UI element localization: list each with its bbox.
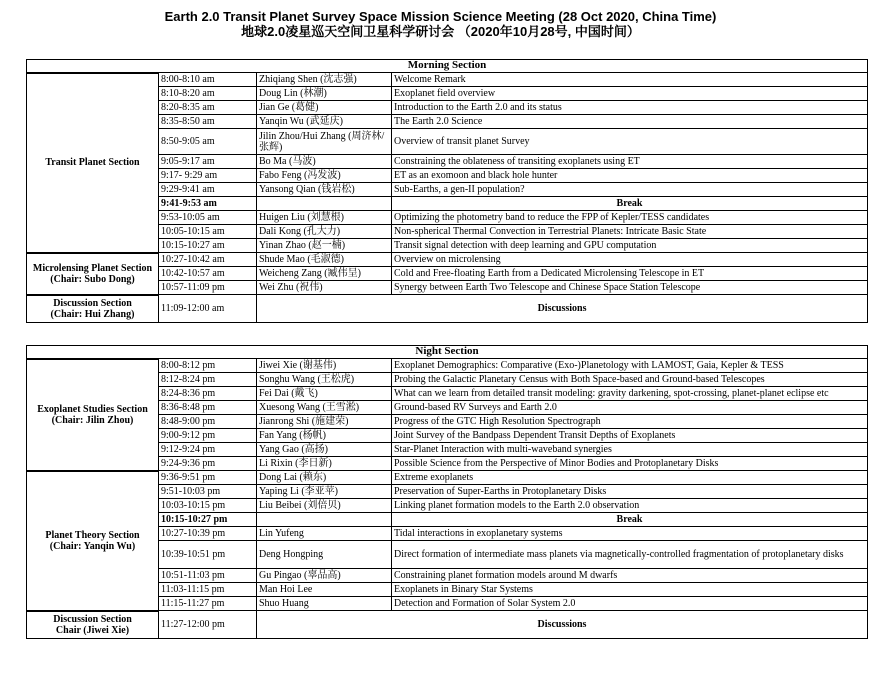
section-name: Planet Theory Section: [45, 529, 140, 541]
night-title-row: [27, 346, 868, 359]
speaker-cell: Man Hoi Lee: [257, 583, 392, 597]
break-cell: Break: [392, 513, 868, 527]
time-cell: 11:27-12:00 pm: [159, 611, 257, 639]
speaker-cell: Liu Beibei (刘倍贝): [257, 499, 392, 513]
topic-cell: The Earth 2.0 Science: [392, 115, 868, 129]
speaker-cell: Gu Pingao (辜品高): [257, 569, 392, 583]
speaker-cell: Wei Zhu (祝伟): [257, 281, 392, 295]
topic-cell: Probing the Galactic Planetary Census with Both Space-based and Ground-based Telescopes: [392, 373, 868, 387]
time-cell: 10:39-10:51 pm: [159, 541, 257, 569]
section-name: Transit Planet Section: [45, 157, 140, 168]
speaker-cell: Deng Hongping: [257, 541, 392, 569]
topic-cell: Exoplanet field overview: [392, 87, 868, 101]
speaker-cell: Xuesong Wang (王雪淞): [257, 401, 392, 415]
speaker-cell: Songhu Wang (王松虎): [257, 373, 392, 387]
schedule-row: [27, 253, 868, 267]
topic-cell: ET as an exomoon and black hole hunter: [392, 169, 868, 183]
section-name: Exoplanet Studies Section: [37, 403, 148, 415]
time-cell: 8:35-8:50 am: [159, 115, 257, 129]
section-label-cell: [27, 471, 159, 611]
section-label-cell: [27, 73, 159, 253]
topic-cell: Constraining planet formation models around M dwarfs: [392, 569, 868, 583]
section-name: Discussion Section: [53, 613, 132, 625]
speaker-cell: Fei Dai (戴飞): [257, 387, 392, 401]
time-cell: 10:27-10:42 am: [159, 253, 257, 267]
time-cell: 8:36-8:48 pm: [159, 401, 257, 415]
time-cell: 10:05-10:15 am: [159, 225, 257, 239]
schedule-row: [27, 73, 868, 87]
speaker-cell: Dali Kong (孔大力): [257, 225, 392, 239]
time-cell: 8:20-8:35 am: [159, 101, 257, 115]
topic-cell: What can we learn from detailed transit modeling: gravity darkening, spot-crossing, planet-planet eclipse etc: [392, 387, 868, 401]
topic-cell: Constraining the oblateness of transiting exoplanets using ET: [392, 155, 868, 169]
time-cell: 9:12-9:24 pm: [159, 443, 257, 457]
topic-cell: Preservation of Super-Earths in Protoplanetary Disks: [392, 485, 868, 499]
topic-cell: Tidal interactions in exoplanetary systems: [392, 527, 868, 541]
section-chair: (Chair: Hui Zhang): [50, 308, 135, 320]
time-cell: 9:17- 9:29 am: [159, 169, 257, 183]
speaker-cell: [257, 513, 392, 527]
topic-cell: Overview on microlensing: [392, 253, 868, 267]
speaker-cell: Doug Lin (林潮): [257, 87, 392, 101]
speaker-cell: Jianrong Shi (施建荣): [257, 415, 392, 429]
topic-cell: Ground-based RV Surveys and Earth 2.0: [392, 401, 868, 415]
topic-cell: Exoplanet Demographics: Comparative (Exo-)Planetology with LAMOST, Gaia, Kepler & TESS: [392, 359, 868, 373]
discussions-cell: Discussions: [257, 611, 868, 639]
topic-cell: Optimizing the photometry band to reduce the FPP of Kepler/TESS candidates: [392, 211, 868, 225]
topic-cell: Non-spherical Thermal Convection in Terrestrial Planets: Intricate Basic State: [392, 225, 868, 239]
speaker-cell: Zhiqiang Shen (沈志强): [257, 73, 392, 87]
time-cell: 8:50-9:05 am: [159, 129, 257, 155]
time-cell: 8:12-8:24 pm: [159, 373, 257, 387]
speaker-cell: Fan Yang (杨帆): [257, 429, 392, 443]
speaker-cell: Weicheng Zang (臧伟呈): [257, 267, 392, 281]
time-cell: 9:51-10:03 pm: [159, 485, 257, 499]
time-cell: 10:15-10:27 pm: [159, 513, 257, 527]
time-cell: 11:09-12:00 am: [159, 295, 257, 323]
speaker-cell: Dong Lai (赖东): [257, 471, 392, 485]
speaker-cell: Huigen Liu (刘慧根): [257, 211, 392, 225]
schedule-row: [27, 611, 868, 639]
section-label-cell: [27, 611, 159, 639]
section-chair: (Chair: Jilin Zhou): [51, 414, 134, 426]
topic-cell: Welcome Remark: [392, 73, 868, 87]
topic-cell: Overview of transit planet Survey: [392, 129, 868, 155]
speaker-cell: Jian Ge (葛健): [257, 101, 392, 115]
schedule-row: [27, 359, 868, 373]
time-cell: 9:29-9:41 am: [159, 183, 257, 197]
section-label-cell: [27, 295, 159, 323]
time-cell: 9:05-9:17 am: [159, 155, 257, 169]
topic-cell: Detection and Formation of Solar System 2.0: [392, 597, 868, 611]
speaker-cell: Fabo Feng (冯发波): [257, 169, 392, 183]
time-cell: 11:03-11:15 pm: [159, 583, 257, 597]
section-chair: Chair (Jiwei Xie): [55, 624, 130, 636]
time-cell: 9:24-9:36 pm: [159, 457, 257, 471]
time-cell: 8:00-8:10 am: [159, 73, 257, 87]
time-cell: 10:03-10:15 pm: [159, 499, 257, 513]
time-cell: 9:41-9:53 am: [159, 197, 257, 211]
speaker-cell: Shude Mao (毛淑德): [257, 253, 392, 267]
night-section-title: Night Section: [27, 346, 868, 359]
time-cell: 8:00-8:12 pm: [159, 359, 257, 373]
morning-section-title: Morning Section: [27, 60, 868, 73]
time-cell: 10:57-11:09 pm: [159, 281, 257, 295]
topic-cell: Transit signal detection with deep learning and GPU computation: [392, 239, 868, 253]
speaker-cell: Yaping Li (李亚苹): [257, 485, 392, 499]
time-cell: 8:24-8:36 pm: [159, 387, 257, 401]
time-cell: 9:36-9:51 pm: [159, 471, 257, 485]
topic-cell: Introduction to the Earth 2.0 and its status: [392, 101, 868, 115]
speaker-cell: Yansong Qian (钱岩松): [257, 183, 392, 197]
topic-cell: Extreme exoplanets: [392, 471, 868, 485]
section-chair: (Chair: Yanqin Wu): [49, 540, 136, 552]
speaker-cell: Yinan Zhao (赵一楠): [257, 239, 392, 253]
topic-cell: Cold and Free-floating Earth from a Dedicated Microlensing Telescope in ET: [392, 267, 868, 281]
time-cell: 10:15-10:27 am: [159, 239, 257, 253]
section-chair: (Chair: Subo Dong): [50, 273, 135, 285]
speaker-cell: Li Rixin (李日新): [257, 457, 392, 471]
section-name: Discussion Section: [53, 297, 132, 309]
topic-cell: Synergy between Earth Two Telescope and Chinese Space Station Telescope: [392, 281, 868, 295]
time-cell: 10:51-11:03 pm: [159, 569, 257, 583]
topic-cell: Exoplanets in Binary Star Systems: [392, 583, 868, 597]
schedule-row: [27, 471, 868, 485]
topic-cell: Sub-Earths, a gen-II population?: [392, 183, 868, 197]
speaker-cell: Jilin Zhou/Hui Zhang (周济林/张辉): [257, 129, 392, 155]
topic-cell: Linking planet formation models to the Earth 2.0 observation: [392, 499, 868, 513]
meeting-title-chinese: 地球2.0凌星巡天空间卫星科学研讨会 （2020年10月28号, 中国时间）: [241, 24, 640, 39]
speaker-cell: Lin Yufeng: [257, 527, 392, 541]
time-cell: 8:48-9:00 pm: [159, 415, 257, 429]
speaker-cell: Yang Gao (高扬): [257, 443, 392, 457]
schedule-row: [27, 295, 868, 323]
morning-title-row: [27, 60, 868, 73]
topic-cell: Joint Survey of the Bandpass Dependent Transit Depths of Exoplanets: [392, 429, 868, 443]
morning-schedule-table: [26, 59, 868, 323]
time-cell: 9:00-9:12 pm: [159, 429, 257, 443]
topic-cell: Direct formation of intermediate mass planets via magnetically-controlled fragmentation of protoplanetary disks: [392, 541, 868, 569]
section-label-cell: [27, 253, 159, 295]
time-cell: 10:27-10:39 pm: [159, 527, 257, 541]
meeting-title-english: Earth 2.0 Transit Planet Survey Space Mission Science Meeting (28 Oct 2020, China Time): [164, 9, 717, 24]
section-label-cell: [27, 359, 159, 471]
break-cell: Break: [392, 197, 868, 211]
night-schedule-table: [26, 345, 868, 639]
topic-cell: Possible Science from the Perspective of Minor Bodies and Protoplanetary Disks: [392, 457, 868, 471]
discussions-cell: Discussions: [257, 295, 868, 323]
topic-cell: Star-Planet Interaction with multi-waveband synergies: [392, 443, 868, 457]
time-cell: 9:53-10:05 am: [159, 211, 257, 225]
time-cell: 10:42-10:57 am: [159, 267, 257, 281]
time-cell: 8:10-8:20 am: [159, 87, 257, 101]
speaker-cell: Bo Ma (马波): [257, 155, 392, 169]
topic-cell: Progress of the GTC High Resolution Spectrograph: [392, 415, 868, 429]
speaker-cell: [257, 197, 392, 211]
speaker-cell: Jiwei Xie (谢基伟): [257, 359, 392, 373]
speaker-cell: Shuo Huang: [257, 597, 392, 611]
time-cell: 11:15-11:27 pm: [159, 597, 257, 611]
section-name: Microlensing Planet Section: [32, 262, 153, 274]
speaker-cell: Yanqin Wu (武延庆): [257, 115, 392, 129]
